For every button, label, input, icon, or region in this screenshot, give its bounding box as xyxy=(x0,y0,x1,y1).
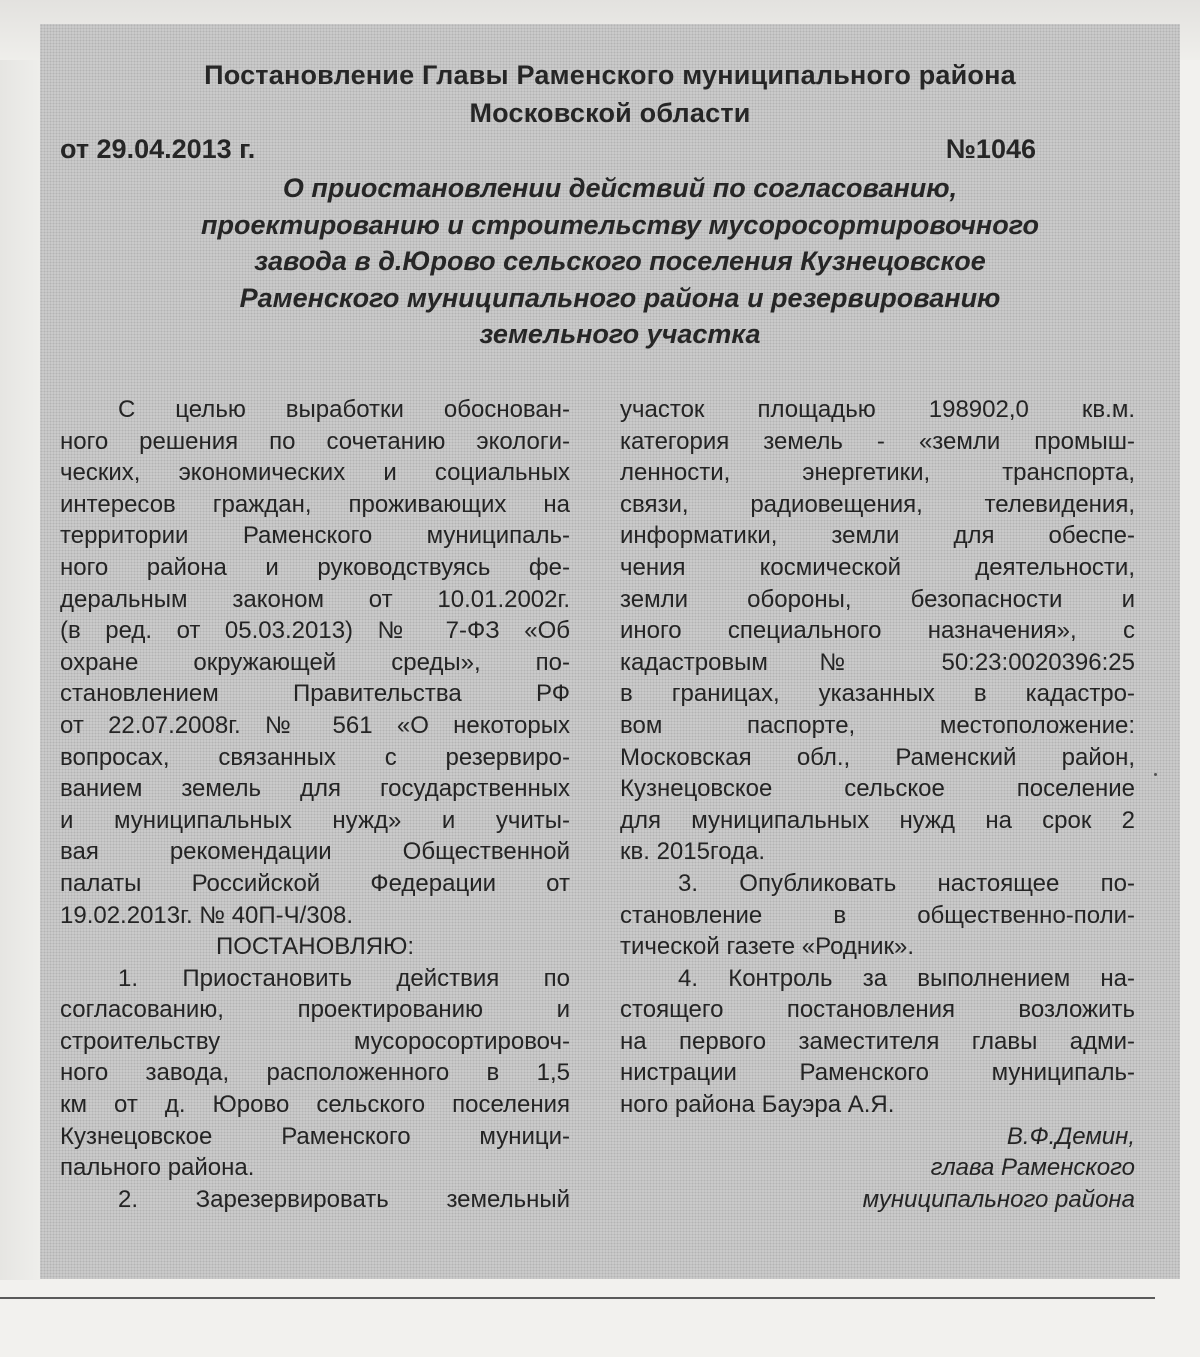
text-line: пального района. xyxy=(60,1154,255,1182)
resolution-number: №1046 xyxy=(945,134,1036,164)
text-line: нистрации Раменского муниципаль- xyxy=(620,1059,1135,1087)
text-line: кадастровым № 50:23:0020396:25 xyxy=(620,648,1135,676)
text-line: категория земель - «земли промыш- xyxy=(620,427,1135,455)
text-line: территории Раменского муниципаль- xyxy=(60,522,570,550)
text-line: и муниципальных нужд» и учиты- xyxy=(60,806,570,834)
text-line: 3. Опубликовать настоящее по- xyxy=(678,869,1135,897)
text-line: земли обороны, безопасности и xyxy=(620,585,1135,613)
text-line: строительству мусоросортировоч- xyxy=(60,1027,570,1055)
text-line: вопросах, связанных с резервиро- xyxy=(60,743,570,771)
bottom-divider xyxy=(0,1297,1155,1299)
resolution-panel xyxy=(40,24,1180,1279)
text-line: деральным законом от 10.01.2002г. xyxy=(60,585,570,613)
subject-line: завода в д.Юрово сельского поселения Кузнецовское xyxy=(254,246,986,277)
text-line: вом паспорте, местоположение: xyxy=(620,711,1135,739)
resolution-date: от 29.04.2013 г. xyxy=(60,134,256,164)
right-column xyxy=(620,394,1135,1215)
text-line: чения космической деятельности, xyxy=(620,553,1135,581)
resolution-subject xyxy=(100,170,1140,353)
text-line: (в ред. от 05.03.2013) № 7-ФЗ «Об xyxy=(60,617,570,645)
text-line: становлением Правительства РФ xyxy=(60,680,570,708)
text-line: интересов граждан, проживающих на xyxy=(60,490,570,518)
text-line: 4. Контроль за выполнением на- xyxy=(678,964,1135,992)
subject-line: проектированию и строительству мусоросортировочного xyxy=(201,209,1039,240)
text-line: 19.02.2013г. № 40П-Ч/308. xyxy=(60,901,354,929)
text-line: иного специального назначения», с xyxy=(620,617,1135,645)
text-line: на первого заместителя главы адми- xyxy=(620,1027,1135,1055)
text-line: участок площадью 198902,0 кв.м. xyxy=(620,396,1135,423)
text-line: кв. 2015года. xyxy=(620,838,766,866)
subject-line: О приостановлении действий по согласованию, xyxy=(282,173,958,203)
text-line: палаты Российской Федерации от xyxy=(60,869,570,897)
text-line: в границах, указанных в кадастро- xyxy=(620,680,1135,708)
print-speck xyxy=(1154,773,1157,776)
text-line: ного района и руководствуясь фе- xyxy=(60,553,570,581)
decree-heading: ПОСТАНОВЛЯЮ: xyxy=(215,933,415,961)
text-line: стоящего постановления возложить xyxy=(620,996,1135,1024)
text-line: согласованию, проектированию и xyxy=(60,996,570,1024)
text-line: Кузнецовское сельское поселение xyxy=(620,775,1135,803)
page-left-margin xyxy=(0,60,40,1280)
text-line: для муниципальных нужд на срок 2 xyxy=(620,806,1135,834)
text-line: ческих, экономических и социальных xyxy=(60,459,570,487)
subject-line: земельного участка xyxy=(479,319,761,350)
text-line: ного района Бауэра А.Я. xyxy=(620,1091,895,1119)
signature-position: глава Раменского xyxy=(930,1154,1135,1182)
signature-position: муниципального района xyxy=(862,1185,1135,1213)
text-line: 1. Приостановить действия по xyxy=(118,964,570,992)
text-line: вая рекомендации Общественной xyxy=(60,838,570,866)
title-line-2: Московской области xyxy=(469,98,751,128)
text-line: становление в общественно-поли- xyxy=(620,901,1135,929)
text-line: С целью выработки обоснован- xyxy=(118,396,570,423)
text-line: связи, радиовещения, телевидения, xyxy=(620,490,1135,518)
left-column xyxy=(60,394,570,1215)
text-line: км от д. Юрово сельского поселения xyxy=(60,1091,570,1119)
text-line: 2. Зарезервировать земельный xyxy=(118,1185,570,1213)
text-line: ванием земель для государственных xyxy=(60,775,570,803)
text-line: ного решения по сочетанию экологи- xyxy=(60,427,570,455)
signature-name: В.Ф.Демин, xyxy=(1006,1122,1135,1150)
text-line: Московская обл., Раменский район, xyxy=(620,743,1135,771)
text-line: Кузнецовское Раменского муници- xyxy=(60,1122,570,1150)
text-line: ленности, энергетики, транспорта, xyxy=(620,459,1135,487)
text-line: от 22.07.2008г. № 561 «О некоторых xyxy=(60,711,570,739)
subject-line: Раменского муниципального района и резервированию xyxy=(239,282,1001,313)
text-line: тической газете «Родник». xyxy=(620,933,915,961)
resolution-header xyxy=(40,24,1180,369)
text-line: информатики, земли для обеспе- xyxy=(620,522,1135,550)
text-line: охране окружающей среды», по- xyxy=(60,648,570,676)
text-line: ного завода, расположенного в 1,5 xyxy=(60,1059,570,1087)
title-line-1: Постановление Главы Раменского муниципального района xyxy=(204,60,1016,90)
